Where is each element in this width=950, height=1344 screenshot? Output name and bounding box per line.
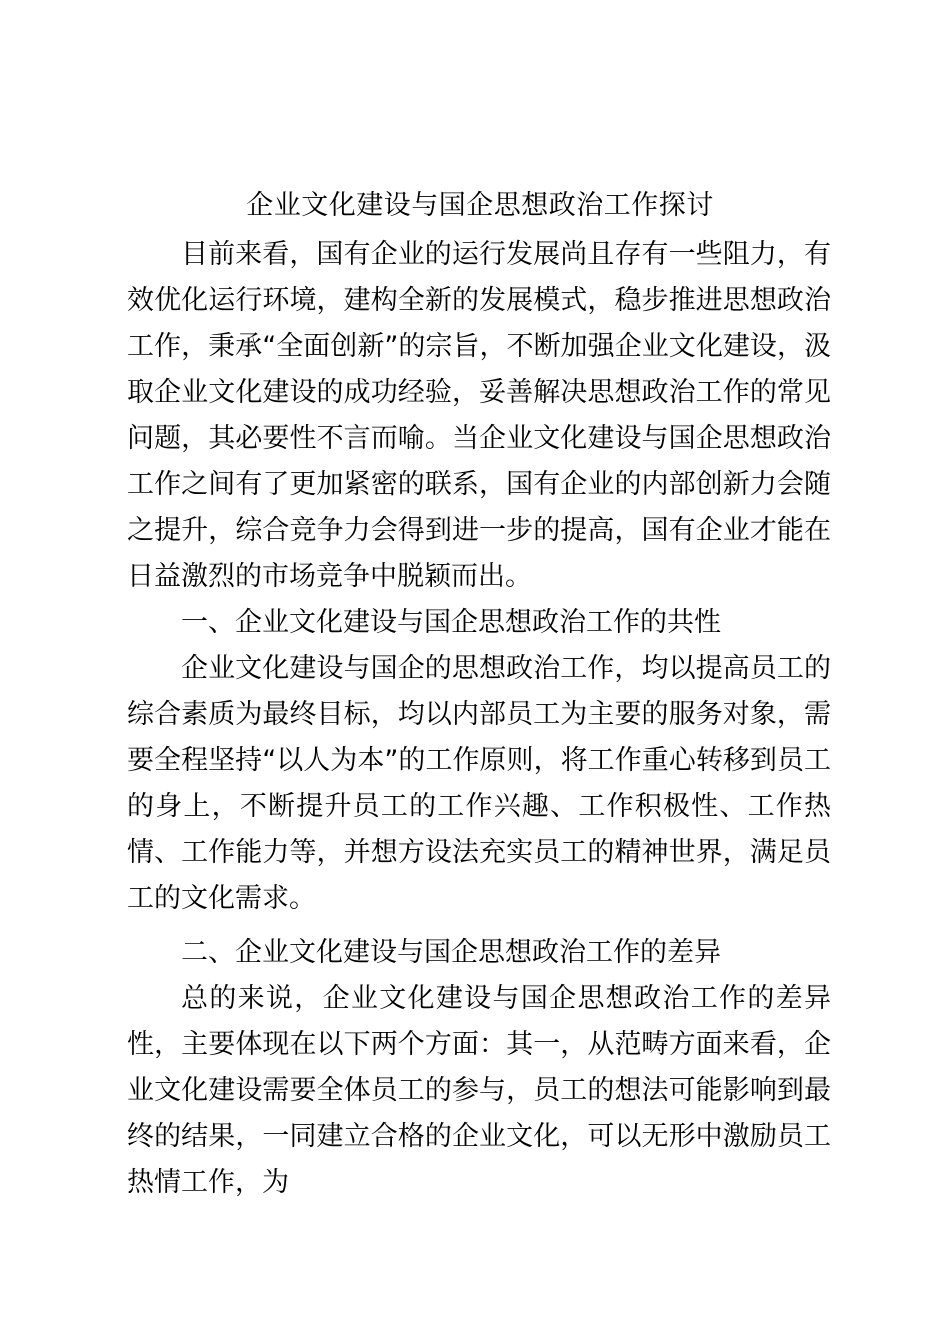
section-spacer — [127, 922, 831, 930]
section-heading-1: 一、企业文化建设与国企思想政治工作的共性 — [181, 607, 721, 638]
section-paragraph-1: 企业文化建设与国企的思想政治工作，均以提高员工的综合素质为最终目标，均以内部员工为主要的服务对象，需要全程坚持“以人为本”的工作原则，将工作重心转移到员工的身上，不断提升员工的工作兴趣、工作积极性、工作热情、工作能力等，并想方设法充实员工的精神世界，满足员工的文化需求。 — [127, 653, 831, 914]
intro-paragraph: 目前来看，国有企业的运行发展尚且存有一些阻力，有效优化运行环境，建构全新的发展模式，稳步推进思想政治工作，秉承“全面创新”的宗旨，不断加强企业文化建设，汲取企业文化建设的成功经验，妥善解决思想政治工作的常见问题，其必要性不言而喻。当企业文化建设与国企思想政治工作之间有了更加紧密的联系，国有企业的内部创新力会随之提升，综合竞争力会得到进一步的提高，国有企业才能在日益激烈的市场竞争中脱颖而出。 — [127, 239, 831, 592]
document-body — [127, 232, 831, 1206]
document-title: 企业文化建设与国企思想政治工作探讨 — [246, 190, 714, 221]
section-paragraph-2: 总的来说，企业文化建设与国企思想政治工作的差异性，主要体现在以下两个方面：其一，从范畴方面来看，企业文化建设需要全体员工的参与，员工的想法可能影响到最终的结果，一同建立合格的企业文化，可以无形中激励员工热情工作，为 — [127, 983, 831, 1198]
section-heading-2: 二、企业文化建设与国企思想政治工作的差异 — [181, 937, 721, 968]
